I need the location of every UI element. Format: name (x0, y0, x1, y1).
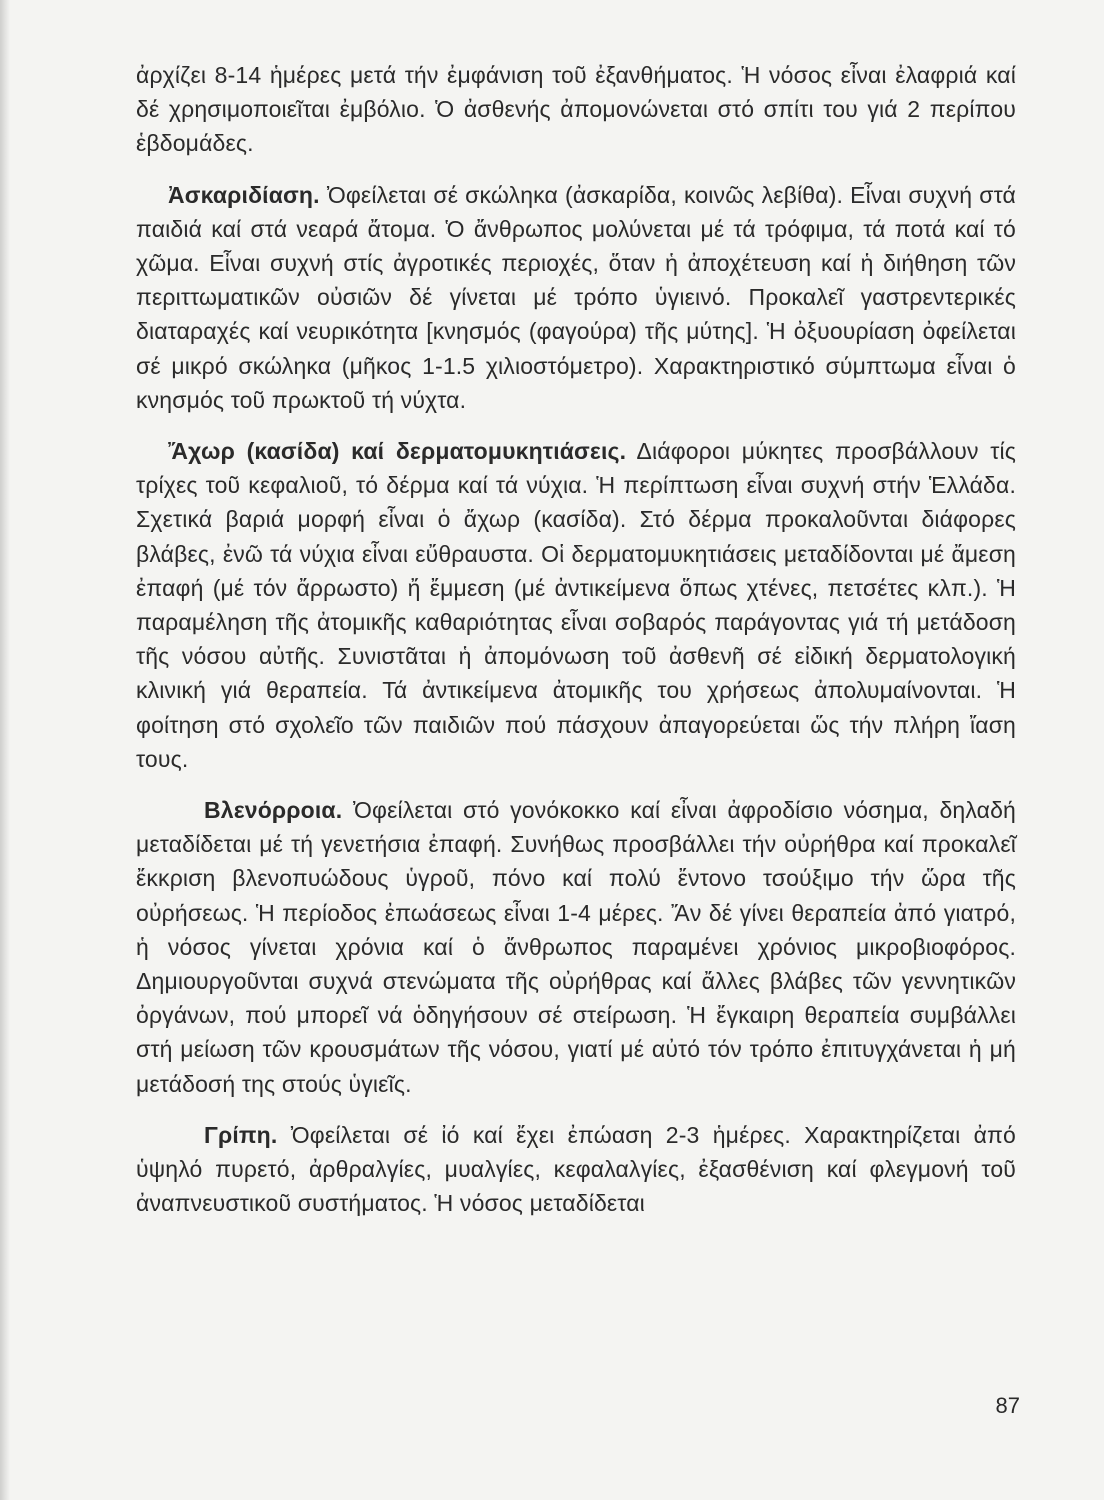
section-heading: Ἄχωρ (κασίδα) καί δερματομυκητιάσεις. (168, 438, 627, 465)
paragraph-askaridiasi (136, 178, 1016, 417)
paragraph-gripi (136, 1118, 1016, 1221)
paragraph-body: Ὀφείλεται στό γονόκοκκο καί εἶναι ἀφροδίσιο νόσημα, δηλαδή μεταδίδεται μέ τή γενετήσια ἐπαφή. Συνήθως προσβάλλει τήν οὐρήθρα καί προκαλεῖ ἔκκριση βλενοπυώδους ὑγροῦ, πόνο καί πολύ ἔντονο τσούξιμο τήν ὥρα τῆς οὐρήσεως. Ἡ περίοδος ἐπωάσεως εἶναι 1-4 μέρες. Ἄν δέ γίνει θεραπεία ἀπό γιατρό, ἡ νόσος γίνεται χρόνια καί ὁ ἄνθρωπος παραμένει χρόνιος μικροβιοφόρος. Δημιουργοῦνται συχνά στενώματα τῆς οὐρήθρας καί ἄλλες βλάβες τῶν γεννητικῶν ὀργάνων, πού μπορεῖ νά ὁδηγήσουν σέ στείρωση. Ἡ ἔγκαιρη θεραπεία συμβάλλει στή μείωση τῶν κρουσμάτων τῆς νόσου, γιατί μέ αὐτό τόν τρόπο ἐπιτυγχάνεται ἡ μή μετάδοσή της στούς ὑγιεῖς. (136, 797, 1016, 1097)
paragraph-body: ἀρχίζει 8-14 ἡμέρες μετά τήν ἐμφάνιση τοῦ ἐξανθήματος. Ἡ νόσος εἶναι ἐλαφριά καί δέ χρησιμοποιεῖται ἐμβόλιο. Ὁ ἀσθενής ἀπομονώνεται στό σπίτι του γιά 2 περίπου ἑβδομάδες. (136, 62, 1016, 157)
paragraph-achor (136, 434, 1016, 776)
section-heading: Γρίπη. (204, 1121, 278, 1148)
section-heading: Ἀσκαριδίαση. (168, 181, 320, 208)
paragraph-body: Ὀφείλεται σέ σκώληκα (ἀσκαρίδα, κοινῶς λεβίθα). Εἶναι συχνή στά παιδιά καί στά νεαρά ἄτομα. Ὁ ἄνθρωπος μολύνεται μέ τά τρόφιμα, τά ποτά καί τό χῶμα. Εἶναι συχνή στίς ἀγροτικές περιοχές, ὅταν ἡ ἀποχέτευση καί ἡ διήθηση τῶν περιττωματικῶν οὐσιῶν δέ γίνεται μέ τρόπο ὑγιεινό. Προκαλεῖ γαστρεντερικές διαταραχές καί νευρικότητα [κνησμός (φαγούρα) τῆς μύτης]. Ἡ ὀξυουρίαση ὀφείλεται σέ μικρό σκώληκα (μῆκος 1-1.5 χιλιοστόμετρο). Χαρακτηριστικό σύμπτωμα εἶναι ὁ κνησμός τοῦ πρωκτοῦ τή νύχτα. (136, 181, 1016, 413)
section-heading: Βλενόρροια. (204, 797, 343, 824)
page-number: 87 (995, 1393, 1020, 1418)
paragraph-vlenorroia (136, 793, 1016, 1101)
paragraph-intro (136, 58, 1016, 161)
paragraph-body: Διάφοροι μύκητες προσβάλλουν τίς τρίχες τοῦ κεφαλιοῦ, τό δέρμα καί τά νύχια. Ἡ περίπτωση εἶναι συχνή στήν Ἑλλάδα. Σχετικά βαριά μορφή εἶναι ὁ ἄχωρ (κασίδα). Στό δέρμα προκαλοῦνται διάφορες βλάβες, ἐνῶ τά νύχια εἶναι εὔθραυστα. Οἱ δερματομυκητιάσεις μεταδίδονται μέ ἄμεση ἐπαφή (μέ τόν ἄρρωστο) ἤ ἔμμεση (μέ ἀντικείμενα ὅπως χτένες, πετσέτες κλπ.). Ἡ παραμέληση τῆς ἀτομικῆς καθαριότητας εἶναι σοβαρός παράγοντας γιά τή μετάδοση τῆς νόσου αὐτῆς. Συνιστᾶται ἡ ἀπομόνωση τοῦ ἀσθενῆ σέ εἰδική δερματολογική κλινική γιά θεραπεία. Τά ἀντικείμενα ἀτομικῆς του χρήσεως ἀπολυμαίνονται. Ἡ φοίτηση στό σχολεῖο τῶν παιδιῶν πού πάσχουν ἀπαγορεύεται ὥς τήν πλήρη ἴαση τους. (136, 438, 1016, 772)
paragraph-body: Ὀφείλεται σέ ἰό καί ἔχει ἐπώαση 2-3 ἡμέρες. Χαρακτηρίζεται ἀπό ὑψηλό πυρετό, ἀρθραλγίες, μυαλγίες, κεφαλαλγίες, ἐξασθένιση καί φλεγμονή τοῦ ἀναπνευστικοῦ συστήματος. Ἡ νόσος μεταδίδεται (136, 1121, 1016, 1217)
page-edge-shadow (0, 0, 10, 1500)
body-text (136, 58, 1016, 1221)
